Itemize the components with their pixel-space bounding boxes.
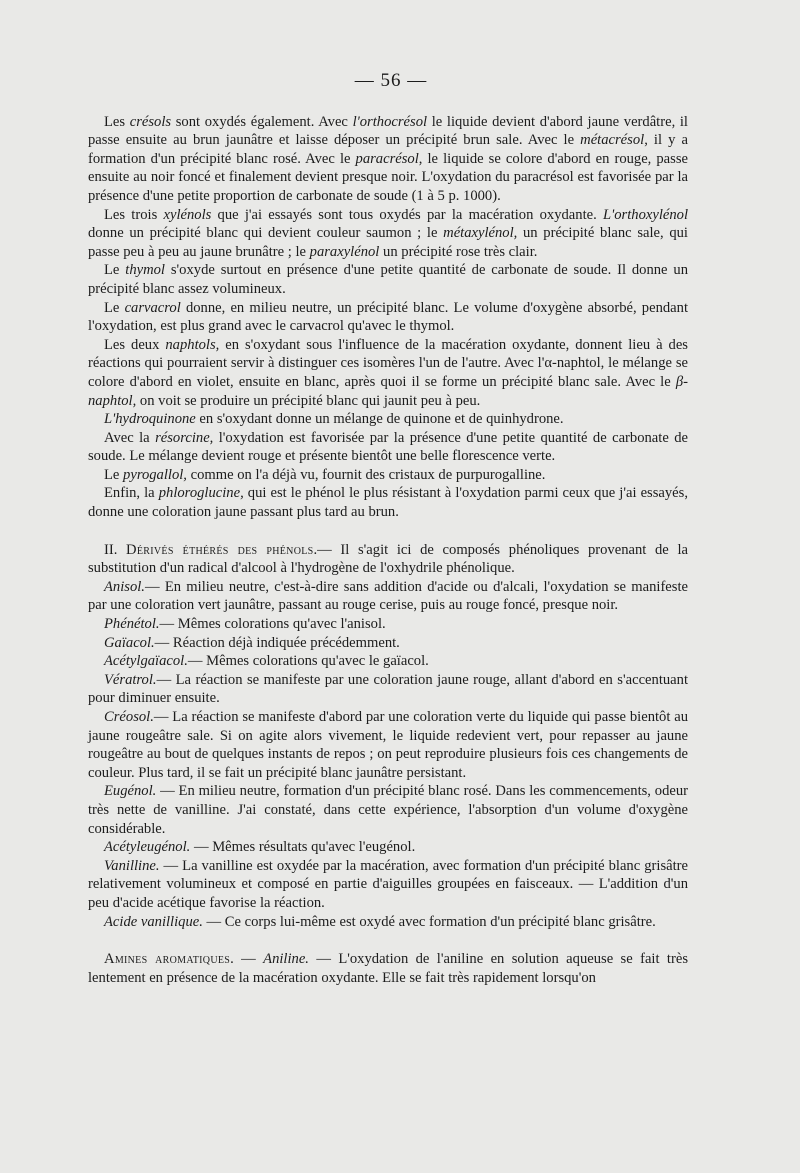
italic-term: phloroglucine, xyxy=(158,485,244,502)
text-run: — La réaction se manifeste d'abord par une coloration verte du liquide qui passe bientôt au jaune rougeâtre sale. Si on agite alors vivement, le liquide redevient vert, pour repasser au jaune rougeâtre au bout de quelques instants de repos ; on peut reproduire plusieurs fois ces changements de couleur. Plus tard, il se fait un précipité blanc jaunâtre persistant. xyxy=(88,709,688,781)
paragraph-cresols xyxy=(88,113,688,206)
text-run: Le xyxy=(104,262,126,279)
text-run: un précipité rose très clair. xyxy=(379,243,538,260)
paragraph-veratrol xyxy=(88,671,688,708)
italic-term: l'orthocrésol xyxy=(352,113,428,130)
text-run: s'oxyde surtout en présence d'une petite quantité de carbonate de soude. Il donne un précipité blanc assez volumineux. xyxy=(88,262,688,297)
paragraph-vanilline xyxy=(88,857,688,913)
text-run: — Mêmes colorations qu'avec le gaïacol. xyxy=(187,653,429,670)
paragraph-pyrogallol xyxy=(88,466,688,485)
italic-term: paracrésol xyxy=(355,150,419,167)
section-ethers-heading xyxy=(88,541,688,578)
text-run: un précipité blanc sale, qui passe peu à peu au jaune brunâtre ; le xyxy=(88,225,688,260)
text-run: Les trois xyxy=(104,206,164,223)
page-number: — 56 — xyxy=(354,70,428,91)
paragraph-creosol xyxy=(88,708,688,782)
italic-term: Gaïacol. xyxy=(104,634,155,651)
italic-term: β-naphtol, xyxy=(88,373,688,409)
italic-term: Acétyleugénol. xyxy=(104,839,191,856)
paragraph-acetylgaiacol xyxy=(88,652,688,671)
text-run: l'oxydation est favorisée par la présence d'une petite quantité de carbonate de soude. Le mélange devient rouge et présente bientôt une belle florescence verte. xyxy=(88,429,689,465)
text-run: Le xyxy=(104,466,124,483)
text-run: en s'oxydant sous l'influence de la macération oxydante, donnent lieu à des réactions qui pourraient servir à distinguer ces isomères l'un de l'autre. Avec l'α-naphtol, le mélange se colore d'abord en violet, ensuite en blanc, après quoi il se forme un précipité blanc sale. Avec le xyxy=(88,336,688,390)
text-run: , il y a formation d'un précipité blanc rosé. Avec le xyxy=(88,132,688,167)
text-run: en s'oxydant donne un mélange de quinone et de quinhydrone. xyxy=(195,411,564,428)
paragraph-acetyleugenol xyxy=(88,838,688,857)
italic-term: paraxylénol xyxy=(309,243,380,260)
italic-term: carvacrol xyxy=(124,299,181,316)
italic-term: métaxylénol, xyxy=(443,225,518,242)
italic-term: Vanilline. xyxy=(104,857,160,874)
text-run: le liquide devient d'abord jaune verdâtre, il passe ensuite au brun jaunâtre et laisse déposer un précipité brun sale. Avec le xyxy=(88,113,688,149)
paragraph-anisol xyxy=(88,578,688,615)
italic-term: Créosol. xyxy=(104,709,154,725)
text-run: II. xyxy=(104,541,127,558)
italic-term: Acide vanillique. xyxy=(104,913,203,930)
text-run: .— Il s'agit ici de composés phénoliques provenant de la substitution d'un radical d'alcool à l'hydrogène de l'oxhydrile phénolique. xyxy=(88,541,688,577)
text-run: Avec la xyxy=(104,429,156,446)
text-run: . — xyxy=(230,951,264,968)
text-run: , le liquide se colore d'abord en rouge, passe ensuite au noir foncé et finalement devient presque noir. L'oxydation du paracrésol est favorisée par la présence d'une petite proportion de carbonate de soude (1 à 5 p. 1000). xyxy=(88,150,688,204)
italic-term: thymol xyxy=(125,262,165,279)
text-run: donne, en milieu neutre, un précipité blanc. Le volume d'oxygène absorbé, pendant l'oxydation, est plus grand avec le carvacrol qu'avec le thymol. xyxy=(88,299,688,335)
text-run: comme on l'a déjà vu, fournit des cristaux de purpurogalline. xyxy=(186,466,546,483)
paragraph-resorcine xyxy=(88,429,688,466)
text-run: Les deux xyxy=(104,336,166,353)
text-run: donne un précipité blanc qui devient couleur saumon ; le xyxy=(88,225,444,242)
italic-term: naphtols, xyxy=(165,336,220,353)
text-run: — La vanilline est oxydée par la macération, avec formation d'un précipité blanc grisâtre relativement volumineux et composé en partie d'aiguilles groupées en faisceaux. — L'addition d'un peu d'acide acétique favorise la réaction. xyxy=(88,857,688,911)
paragraph-carvacrol xyxy=(88,299,688,336)
italic-term: Phénétol. xyxy=(104,616,160,633)
italic-term: xylénols xyxy=(163,206,212,223)
italic-term: L'hydroquinone xyxy=(104,411,196,428)
text-run: — Mêmes résultats qu'avec l'eugénol. xyxy=(190,839,416,856)
italic-term: Acétylgaïacol. xyxy=(104,653,188,670)
italic-term: résorcine, xyxy=(155,429,214,446)
italic-term: Anisol. xyxy=(104,578,145,595)
paragraph-xylenols xyxy=(88,206,688,262)
paragraph-eugenol xyxy=(88,782,688,838)
small-caps-heading: Amines aromatiques xyxy=(104,951,231,968)
italic-term: métacrésol xyxy=(580,132,645,149)
text-run: Enfin, la xyxy=(104,485,159,502)
italic-term: L'orthoxylénol xyxy=(603,206,688,223)
text-run: Le xyxy=(104,299,125,316)
text-run: qui est le phénol le plus résistant à l'oxydation parmi ceux que j'ai essayés, donne une coloration jaune passant plus tard au brun. xyxy=(88,485,688,521)
paragraph-thymol xyxy=(88,261,688,298)
text-run: — L'oxydation de l'aniline en solution aqueuse se fait très lentement en présence de la macération oxydante. Elle se fait très rapidement lorsqu'on xyxy=(88,951,689,986)
paragraph-acide-vanillique xyxy=(88,913,688,932)
italic-term: Vératrol. xyxy=(104,671,157,688)
paragraph-hydroquinone xyxy=(88,410,688,429)
text-run: — Mêmes colorations qu'avec l'anisol. xyxy=(159,616,386,633)
italic-term: Aniline. xyxy=(263,951,309,968)
small-caps-heading: Dérivés éthérés des phénols xyxy=(126,541,314,558)
paragraph-phenetol xyxy=(88,615,688,634)
text-run: sont oxydés également. Avec xyxy=(171,113,353,130)
text-run: on voit se produire un précipité blanc qui jaunit peu à peu. xyxy=(136,392,481,409)
text-run: — La réaction se manifeste par une coloration jaune rouge, allant d'abord en s'accentuant pour diminuer ensuite. xyxy=(88,671,688,707)
text-run: — En milieu neutre, formation d'un précipité blanc rosé. Dans les commencements, odeur très nette de vanilline. J'ai constaté, dans cette expérience, l'absorption d'un volume d'oxygène considérable. xyxy=(88,783,688,837)
italic-term: crésols xyxy=(129,113,172,130)
text-run: que j'ai essayés sont tous oxydés par la macération oxydante. xyxy=(211,206,603,223)
section-amines-heading xyxy=(88,950,688,987)
paragraph-naphtols xyxy=(88,336,688,410)
italic-term: Eugénol. xyxy=(104,783,157,800)
paragraph-gaiacol xyxy=(88,634,688,653)
paragraph-phloroglucine xyxy=(88,484,688,521)
text-run: Les xyxy=(104,113,130,130)
text-run: — Réaction déjà indiquée précédemment. xyxy=(154,634,400,651)
text-run: — Ce corps lui-même est oxydé avec formation d'un précipité blanc grisâtre. xyxy=(202,913,656,930)
italic-term: pyrogallol, xyxy=(123,466,187,483)
text-run: — En milieu neutre, c'est-à-dire sans addition d'acide ou d'alcali, l'oxydation se manifeste par une coloration vert jaunâtre, passant au rouge cerise, puis au rouge foncé, presque noir. xyxy=(88,578,688,614)
